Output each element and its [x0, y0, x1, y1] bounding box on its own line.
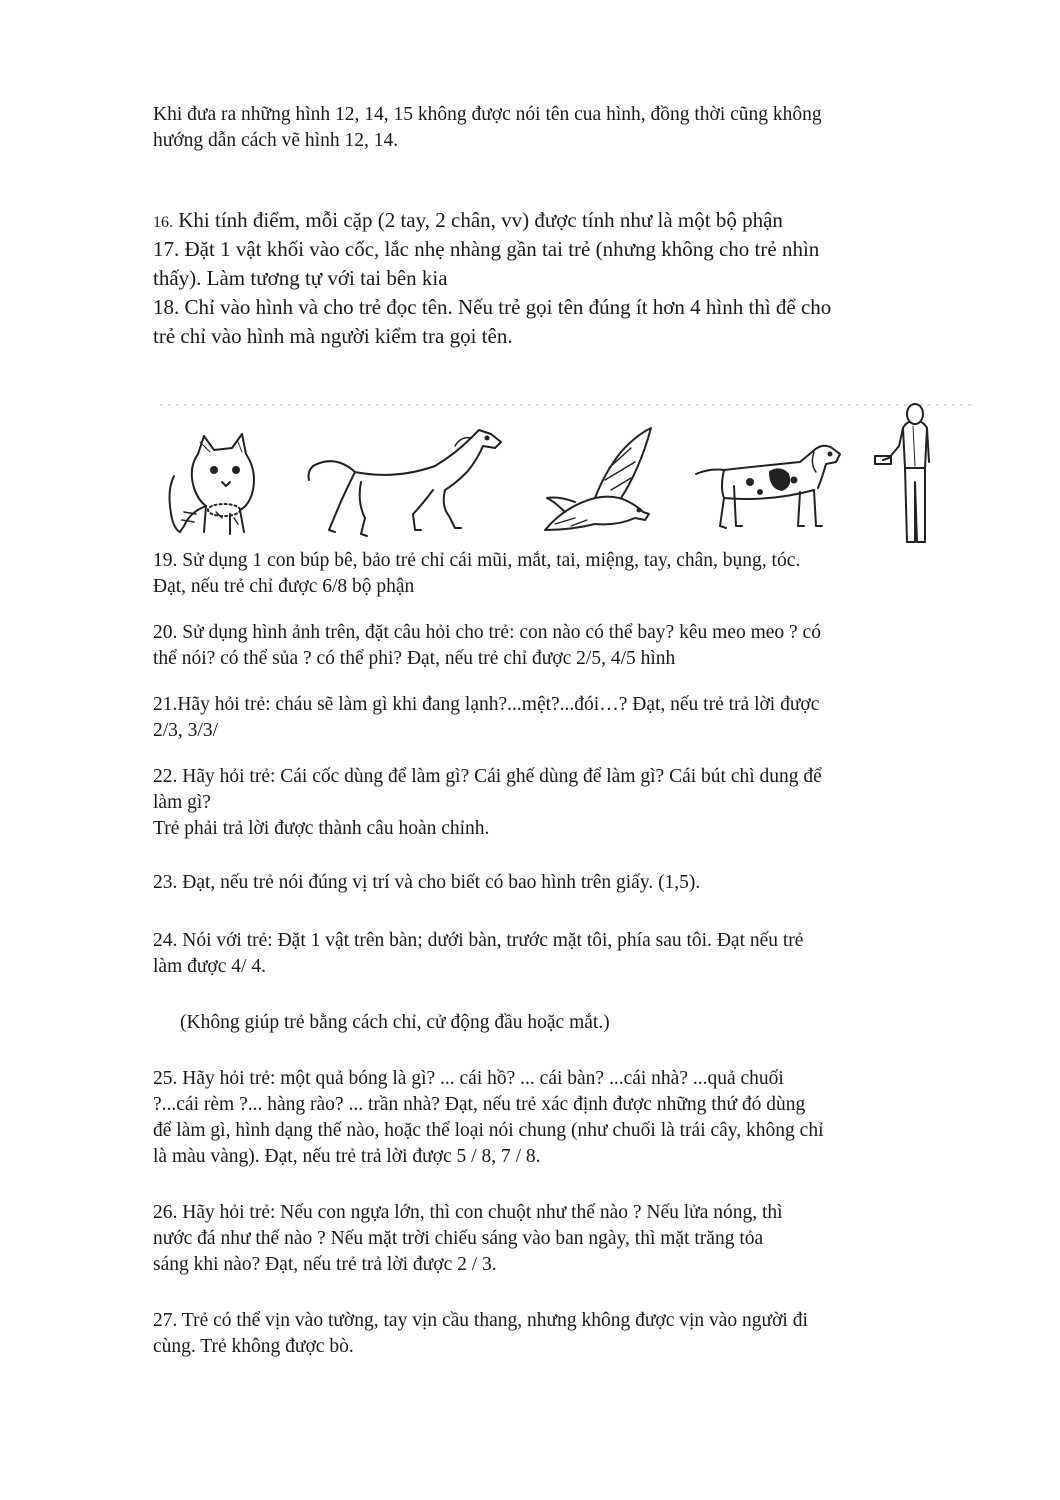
text-line: làm gì? — [153, 792, 211, 813]
animal-figures — [160, 402, 975, 548]
text-line: 22. Hãy hỏi trẻ: Cái cốc dùng để làm gì? Cái ghế dùng để làm gì? Cái bút chì dung để — [153, 766, 822, 787]
text-line: cùng. Trẻ không được bò. — [153, 1336, 354, 1357]
text-line: thấy). Làm tương tự với tai bên kia — [153, 266, 448, 290]
text-line: Đạt, nếu trẻ chỉ được 6/8 bộ phận — [153, 576, 415, 597]
dog-icon — [696, 446, 840, 528]
text-line: hướng dẫn cách vẽ hình 12, 14. — [153, 130, 399, 151]
text-line — [153, 206, 963, 237]
cat-icon — [170, 434, 255, 534]
text-line: 21.Hãy hỏi trẻ: cháu sẽ làm gì khi đang lạnh?...mệt?...đói…? Đạt, nếu trẻ trả lời được — [153, 694, 820, 715]
text-line: để làm gì, hình dạng thế nào, hoặc thể loại nói chung (như chuối là trái cây, không chỉ — [153, 1120, 824, 1141]
text-line: 2/3, 3/3/ — [153, 720, 219, 741]
paragraph-18 — [153, 293, 963, 351]
paragraph-16 — [153, 206, 963, 237]
text-line: Trẻ phải trả lời được thành câu hoàn chỉnh. — [153, 818, 490, 839]
text-line: làm được 4/ 4. — [153, 956, 266, 977]
text-line: (Không giúp trẻ bằng cách chỉ, cử động đầu hoặc mắt.) — [180, 1012, 610, 1033]
text-line: sáng khi nào? Đạt, nếu trẻ trả lời được 2 / 3. — [153, 1254, 497, 1275]
paragraph-20 — [153, 620, 963, 672]
text-line: 20. Sử dụng hình ảnh trên, đặt câu hỏi cho trẻ: con nào có thể bay? kêu meo meo ? có — [153, 622, 821, 643]
text-line: ?...cái rèm ?... hàng rào? ... trần nhà? Đạt, nếu trẻ xác định được những thứ đó dùng — [153, 1094, 806, 1115]
text-line: thể nói? có thể sủa ? có thể phi? Đạt, nếu trẻ chỉ được 2/5, 4/5 hình — [153, 648, 676, 669]
text-line: 19. Sử dụng 1 con búp bê, bảo trẻ chỉ cái mũi, mắt, tai, miệng, tay, chân, bụng, tóc. — [153, 550, 801, 571]
text-line: Khi đưa ra những hình 12, 14, 15 không được nói tên cua hình, đồng thời cũng không — [153, 104, 822, 125]
text-line: 24. Nói với trẻ: Đặt 1 vật trên bàn; dưới bàn, trước mặt tôi, phía sau tôi. Đạt nếu trẻ — [153, 930, 804, 951]
paragraph-intro — [153, 102, 963, 154]
paragraph-24 — [153, 928, 963, 980]
text-line: 25. Hãy hỏi trẻ: một quả bóng là gì? ... cái hồ? ... cái bàn? ...cái nhà? ...quả chuối — [153, 1068, 784, 1089]
bird-icon — [545, 428, 651, 530]
horse-icon — [309, 430, 502, 536]
paragraph-23 — [153, 870, 963, 896]
text-line: trẻ chỉ vào hình mà người kiểm tra gọi tên. — [153, 324, 513, 348]
text-line: là màu vàng). Đạt, nếu trẻ trả lời được 5 / 8, 7 / 8. — [153, 1146, 541, 1167]
man-icon — [875, 404, 929, 542]
item-number: 16. — [153, 214, 173, 231]
text-line: nước đá như thế nào ? Nếu mặt trời chiếu sáng vào ban ngày, thì mặt trăng tỏa — [153, 1228, 764, 1249]
paragraph-26 — [153, 1200, 963, 1278]
paragraph-27 — [153, 1308, 963, 1360]
paragraph-24-note — [180, 1010, 990, 1036]
item-text: Khi tính điểm, mỗi cặp (2 tay, 2 chân, vv) được tính như là một bộ phận — [178, 208, 783, 232]
paragraph-19 — [153, 548, 963, 600]
paragraph-22 — [153, 764, 963, 842]
text-line: 18. Chỉ vào hình và cho trẻ đọc tên. Nếu trẻ gọi tên đúng ít hơn 4 hình thì để cho — [153, 295, 832, 319]
text-line: 26. Hãy hỏi trẻ: Nếu con ngựa lớn, thì con chuột như thế nào ? Nếu lửa nóng, thì — [153, 1202, 783, 1223]
text-line: 17. Đặt 1 vật khối vào cốc, lắc nhẹ nhàng gần tai trẻ (nhưng không cho trẻ nhìn — [153, 237, 820, 261]
text-line: 27. Trẻ có thể vịn vào tường, tay vịn cầu thang, nhưng không được vịn vào người đi — [153, 1310, 808, 1331]
paragraph-21 — [153, 692, 963, 744]
text-line: 23. Đạt, nếu trẻ nói đúng vị trí và cho biết có bao hình trên giấy. (1,5). — [153, 872, 701, 893]
paragraph-17 — [153, 235, 963, 293]
paragraph-25 — [153, 1066, 963, 1170]
